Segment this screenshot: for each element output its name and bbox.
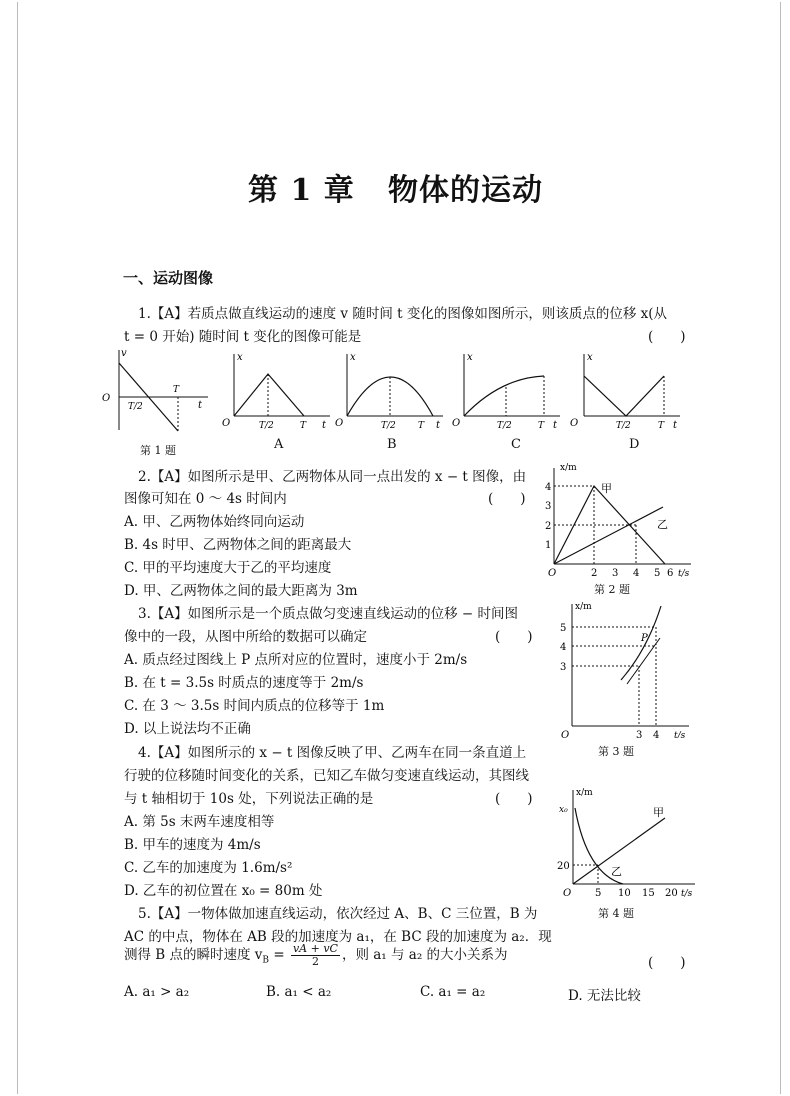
q3-option-b: B. 在 t = 3.5s 时质点的速度等于 2m/s [124, 675, 364, 691]
q2-ytick-3: 3 [545, 501, 552, 512]
q4-jia-label: 甲 [653, 806, 664, 819]
q1-option-c: C [511, 437, 521, 452]
chapter-number: 第 1 章 [248, 173, 355, 208]
q1-option-d: D [629, 437, 640, 452]
q1b-t2: T/2 [381, 421, 396, 431]
q4-graph [555, 786, 700, 904]
q4-line3: 与 t 轴相切于 10s 处，下列说法正确的是 [124, 791, 374, 807]
q3-ytick-4: 4 [560, 642, 567, 653]
q2-caption: 第 2 题 [594, 583, 630, 596]
q4-paren: ( ) [495, 791, 533, 807]
q2-ytick-2: 2 [545, 521, 552, 532]
q3-point-p: P [641, 633, 648, 644]
q1-option-a-graph [222, 350, 334, 432]
q2-xtick-4: 4 [633, 568, 640, 579]
q2-line1: 2.【A】如图所示是甲、乙两物体从同一点出发的 x − t 图像，由 [138, 469, 527, 485]
q1b-axis-t: t [436, 420, 441, 431]
chapter-title: 物体的运动 [388, 173, 543, 208]
q5-line3-sub: B [262, 955, 270, 966]
q1-caption: 第 1 题 [140, 444, 176, 457]
q3-graph [555, 598, 695, 738]
q3-line1: 3.【A】如图所示是一个质点做匀变速直线运动的位移 − 时间图 [138, 606, 519, 622]
q2-option-d: D. 甲、乙两物体之间的最大距离为 3m [124, 583, 358, 599]
q3-ytick-3: 3 [560, 662, 567, 673]
q5-frac-num: vA + vC [292, 942, 338, 955]
q4-line2: 行驶的位移随时间变化的关系，已知乙车做匀变速直线运动，其图线 [124, 768, 529, 784]
q1-option-a: A [274, 437, 284, 452]
q3-ytick-5: 5 [560, 623, 567, 634]
q1b-t: T [418, 421, 425, 431]
q4-xtick-10: 10 [618, 888, 631, 899]
q4-option-a: A. 第 5s 末两车速度相等 [124, 814, 275, 830]
q2-origin: O [548, 568, 557, 579]
q1-paren: ( ) [648, 329, 686, 345]
q1c-t2: T/2 [497, 421, 512, 431]
q1-axis-v: v [121, 348, 127, 359]
q1d-origin: O [570, 418, 579, 429]
q3-xtick-3: 3 [636, 730, 643, 738]
q5-line1: 5.【A】一物体做加速直线运动，依次经过 A、B、C 三位置，B 为 [138, 906, 538, 922]
q5-frac-den: 2 [311, 955, 319, 968]
q5-line3 [124, 943, 508, 973]
q5-option-b: B. a₁ < a₂ [266, 984, 332, 1000]
q2-ytick-1: 1 [545, 540, 552, 551]
q4-yi-label: 乙 [611, 865, 622, 878]
q1-vt-graph [98, 345, 213, 435]
q3-origin: O [561, 730, 570, 738]
q1-tick-t2: T/2 [128, 402, 143, 412]
q1-line1: 1.【A】若质点做直线运动的速度 v 随时间 t 变化的图像如图所示，则该质点的位移 x(从 [138, 306, 668, 322]
q5-option-c: C. a₁ = a₂ [420, 984, 486, 1000]
q4-option-b: B. 甲车的速度为 4m/s [124, 837, 261, 853]
q3-tangent-line [627, 638, 660, 684]
q4-y0: x₀ [559, 805, 568, 815]
q5-option-a: A. a₁ > a₂ [124, 984, 190, 1000]
q3-xtick-4: 4 [653, 730, 660, 738]
q2-yi-line [554, 507, 663, 564]
q3-line2: 像中的一段，从图中所给的数据可以确定 [124, 629, 367, 645]
q2-xlabel: t/s [678, 569, 690, 579]
q2-yi-label: 乙 [657, 518, 668, 531]
section-heading: 一、运动图像 [123, 269, 214, 287]
q3-xlabel: t/s [674, 731, 686, 738]
q1a-origin: O [222, 418, 231, 429]
q1d-axis-x: x [587, 352, 593, 363]
q4-xtick-5: 5 [595, 888, 602, 899]
q2-line2: 图像可知在 0 ～ 4s 时间内 [124, 491, 287, 507]
q4-option-c: C. 乙车的加速度为 1.6m/s² [124, 860, 293, 876]
q5-paren: ( ) [648, 955, 686, 971]
q5-line3-start: 测得 B 点的瞬时速度 v [124, 947, 263, 963]
q5-option-d: D. 无法比较 [568, 988, 641, 1004]
q2-graph [545, 460, 695, 580]
q4-line1: 4.【A】如图所示的 x − t 图像反映了甲、乙两车在同一条直道上 [138, 745, 527, 761]
q3-option-a: A. 质点经过图线上 P 点所对应的位置时，速度小于 2m/s [124, 652, 468, 668]
q1c-t: T [538, 421, 545, 431]
q2-option-a: A. 甲、乙两物体始终同向运动 [124, 514, 305, 530]
q3-paren: ( ) [495, 629, 533, 645]
q3-ylabel: x/m [575, 602, 592, 612]
q2-jia-label: 甲 [601, 482, 612, 495]
q1d-axis-t: t [673, 420, 678, 431]
q2-option-b: B. 4s 时甲、乙两物体之间的距离最大 [124, 537, 352, 553]
q1a-t: T [300, 421, 307, 431]
q5-line3-eq: = [269, 947, 289, 963]
q4-origin: O [563, 888, 572, 899]
q2-xtick-2: 2 [591, 568, 598, 579]
q1-option-b: B [387, 437, 397, 452]
q3-caption: 第 3 题 [598, 745, 634, 758]
q1b-axis-x: x [350, 352, 356, 363]
q4-xlabel: t/s [681, 889, 693, 899]
q3-option-c: C. 在 3 ～ 3.5s 时间内质点的位移等于 1m [124, 698, 385, 714]
q1a-axis-x: x [237, 352, 243, 363]
q1b-origin: O [335, 418, 344, 429]
q2-ytick-4: 4 [545, 482, 552, 493]
q2-paren: ( ) [488, 491, 526, 507]
q2-xtick-6: 6 [667, 568, 674, 579]
q1-option-c-graph [452, 350, 564, 432]
q1c-axis-t: t [553, 420, 558, 431]
q1c-origin: O [452, 418, 461, 429]
q1-option-d-graph [568, 350, 684, 432]
q4-ylabel: x/m [576, 788, 593, 798]
q4-xtick-15: 15 [642, 888, 655, 899]
q2-xtick-5: 5 [654, 568, 661, 579]
q1d-t: T [658, 421, 665, 431]
q1c-axis-x: x [467, 352, 473, 363]
q5-fraction [291, 943, 340, 968]
q1-tick-t: T [173, 385, 180, 395]
q2-ylabel: x/m [560, 463, 577, 473]
q5-line3-end: ，则 a₁ 与 a₂ 的大小关系为 [341, 947, 508, 963]
q1-axis-t: t [198, 400, 203, 411]
q1-option-b-graph [335, 350, 447, 432]
q1-origin: O [102, 393, 111, 404]
q4-option-d: D. 乙车的初位置在 x₀ = 80m 处 [124, 883, 323, 899]
q1a-t2: T/2 [259, 421, 274, 431]
q5-line2: AC 的中点，物体在 AB 段的加速度为 a₁，在 BC 段的加速度为 a₂．现 [124, 929, 552, 945]
q1d-t2: T/2 [616, 421, 631, 431]
q1-line2: t = 0 开始) 随时间 t 变化的图像可能是 [124, 329, 362, 345]
q2-option-c: C. 甲的平均速度大于乙的平均速度 [124, 560, 332, 576]
q4-ytick-20: 20 [557, 861, 570, 872]
q1a-axis-t: t [322, 420, 327, 431]
q4-caption: 第 4 题 [598, 907, 634, 920]
q4-xtick-20: 20 [665, 888, 678, 899]
q2-xtick-3: 3 [612, 568, 619, 579]
q3-option-d: D. 以上说法均不正确 [124, 721, 251, 737]
